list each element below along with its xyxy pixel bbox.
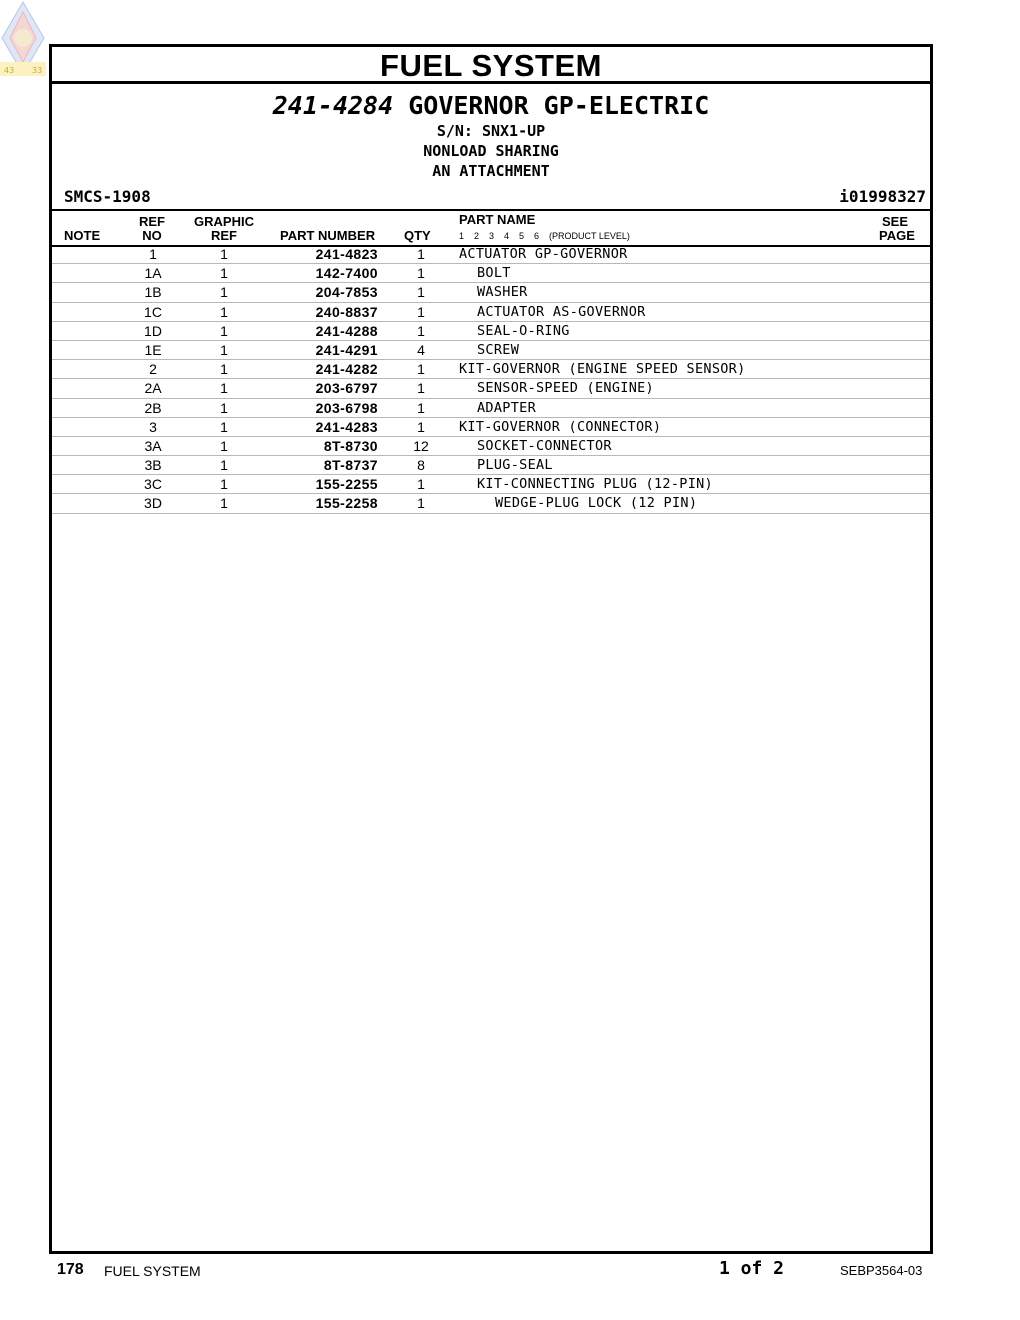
part-number-cell: 8T-8730 (323, 437, 378, 454)
table-row (52, 360, 930, 379)
col-ref-no: REF NO (139, 214, 165, 243)
footer-page-of: 1 of 2 (719, 1258, 785, 1279)
table-row (52, 264, 930, 283)
part-name-cell: ADAPTER (477, 399, 536, 416)
ref-no-cell: 2A (144, 380, 162, 397)
dealer-logo-icon (0, 0, 46, 78)
group-subtitle-2: AN ATTACHMENT (432, 162, 550, 180)
table-row (52, 456, 930, 475)
col-product-levels: 1 2 3 4 5 6 (PRODUCT LEVEL) (459, 231, 630, 241)
table-row (52, 494, 930, 513)
ref-no-cell: 3A (144, 437, 162, 454)
table-row (52, 341, 930, 360)
graphic-ref-cell: 1 (220, 418, 228, 435)
ref-no-cell: 1A (144, 265, 162, 282)
logo-number-left: 43 (4, 66, 15, 75)
graphic-ref-cell: 1 (220, 284, 228, 301)
ref-no-cell: 2 (149, 361, 157, 378)
part-number-cell: 203-6797 (315, 380, 378, 397)
table-row (52, 418, 930, 437)
section-title: FUEL SYSTEM (52, 47, 930, 84)
part-name-cell: BOLT (477, 265, 511, 282)
col-qty: QTY (404, 228, 431, 243)
ref-no-cell: 3B (144, 457, 162, 474)
part-number-cell: 8T-8737 (323, 457, 378, 474)
part-number-cell: 241-4288 (315, 322, 378, 339)
table-row (52, 437, 930, 456)
part-name-cell: ACTUATOR GP-GOVERNOR (459, 246, 628, 262)
graphic-ref-cell: 1 (220, 246, 228, 262)
qty-cell: 1 (417, 246, 425, 262)
illustration-id: i01998327 (839, 187, 926, 206)
graphic-ref-cell: 1 (220, 341, 228, 358)
qty-cell: 4 (417, 341, 425, 358)
graphic-ref-cell: 1 (220, 476, 228, 493)
group-part-number: 241-4284 (272, 91, 394, 120)
graphic-ref-cell: 1 (220, 265, 228, 282)
page-frame (49, 44, 933, 1254)
serial-number: S/N: SNX1-UP (436, 122, 546, 140)
footer-page-number: 178 (57, 1261, 84, 1278)
ref-no-cell: 1C (144, 303, 162, 320)
table-row (52, 303, 930, 322)
part-name-cell: KIT-GOVERNOR (CONNECTOR) (459, 418, 662, 435)
col-part-name: PART NAME (459, 212, 536, 227)
ref-no-cell: 1B (144, 284, 162, 301)
part-number-cell: 241-4282 (315, 361, 378, 378)
graphic-ref-cell: 1 (220, 380, 228, 397)
part-name-cell: SEAL-O-RING (477, 322, 570, 339)
col-note: NOTE (64, 228, 101, 243)
part-number-cell: 204-7853 (315, 284, 378, 301)
part-name-cell: KIT-CONNECTING PLUG (12-PIN) (477, 476, 713, 493)
part-name-cell: KIT-GOVERNOR (ENGINE SPEED SENSOR) (459, 361, 746, 378)
ref-no-cell: 2B (144, 399, 162, 416)
group-title (52, 91, 930, 121)
graphic-ref-cell: 1 (220, 457, 228, 474)
qty-cell: 1 (417, 399, 425, 416)
footer-section: FUEL SYSTEM (104, 1263, 201, 1279)
part-number-cell: 241-4823 (315, 246, 378, 262)
graphic-ref-cell: 1 (220, 437, 228, 454)
part-name-cell: WASHER (477, 284, 528, 301)
qty-cell: 1 (417, 495, 425, 512)
part-number-cell: 155-2255 (315, 476, 378, 493)
qty-cell: 1 (417, 322, 425, 339)
part-number-cell: 155-2258 (315, 495, 378, 512)
col-graphic-ref: GRAPHIC REF (194, 214, 254, 243)
graphic-ref-cell: 1 (220, 399, 228, 416)
graphic-ref-cell: 1 (220, 361, 228, 378)
part-name-cell: PLUG-SEAL (477, 457, 553, 474)
part-number-cell: 241-4291 (315, 341, 378, 358)
table-row (52, 245, 930, 264)
qty-cell: 1 (417, 303, 425, 320)
graphic-ref-cell: 1 (220, 322, 228, 339)
ref-no-cell: 1E (144, 341, 162, 358)
group-name: GOVERNOR GP-ELECTRIC (408, 91, 710, 120)
qty-cell: 1 (417, 284, 425, 301)
table-row (52, 379, 930, 398)
part-number-cell: 142-7400 (315, 265, 378, 282)
part-name-cell: SCREW (477, 341, 520, 358)
ref-no-cell: 1D (144, 322, 162, 339)
qty-cell: 1 (417, 265, 425, 282)
graphic-ref-cell: 1 (220, 495, 228, 512)
col-see-page: SEE PAGE (879, 214, 915, 243)
qty-cell: 8 (417, 457, 425, 474)
logo-number-right: 33 (32, 66, 43, 75)
col-part-number: PART NUMBER (280, 228, 376, 243)
footer-document-number: SEBP3564-03 (840, 1263, 923, 1278)
table-row (52, 475, 930, 494)
qty-cell: 1 (417, 380, 425, 397)
table-row (52, 322, 930, 341)
qty-cell: 1 (417, 361, 425, 378)
part-number-cell: 240-8837 (315, 303, 378, 320)
parts-table-body (52, 245, 930, 514)
part-name-cell: SOCKET-CONNECTOR (477, 437, 612, 454)
ref-no-cell: 3D (144, 495, 162, 512)
qty-cell: 1 (417, 418, 425, 435)
table-row (52, 399, 930, 418)
table-header (52, 209, 930, 247)
part-number-cell: 203-6798 (315, 399, 378, 416)
qty-cell: 1 (417, 476, 425, 493)
graphic-ref-cell: 1 (220, 303, 228, 320)
part-name-cell: SENSOR-SPEED (ENGINE) (477, 380, 654, 397)
ref-no-cell: 3C (144, 476, 162, 493)
smcs-code: SMCS-1908 (64, 187, 151, 206)
qty-cell: 12 (413, 437, 429, 454)
part-number-cell: 241-4283 (315, 418, 378, 435)
table-row (52, 283, 930, 302)
ref-no-cell: 3 (149, 418, 157, 435)
group-subtitle-1: NONLOAD SHARING (423, 142, 559, 160)
part-name-cell: ACTUATOR AS-GOVERNOR (477, 303, 646, 320)
part-name-cell: WEDGE-PLUG LOCK (12 PIN) (495, 495, 698, 512)
ref-no-cell: 1 (149, 246, 157, 262)
